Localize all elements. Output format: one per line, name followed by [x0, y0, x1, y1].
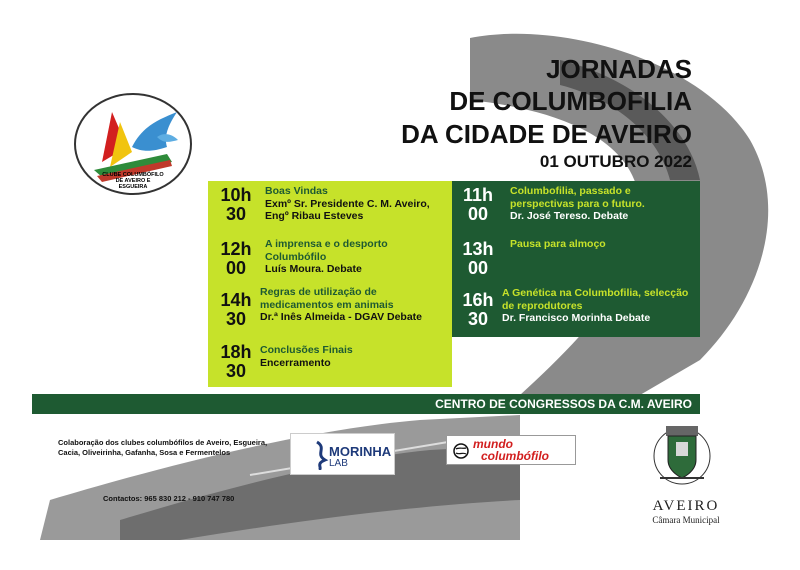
aveiro-name: AVEIRO [652, 498, 720, 514]
title-line-1: JORNADAS [546, 54, 692, 84]
club-logo [72, 92, 194, 196]
morinha-lab: LAB [329, 458, 348, 469]
venue-bar [32, 394, 700, 414]
aveiro-subtitle: Câmara Municipal [652, 515, 720, 525]
time-hour: 18h [220, 342, 252, 362]
session-title: Conclusões Finais [260, 344, 353, 356]
session-speaker: Encerramento [260, 356, 331, 369]
session-speaker: Dr. José Tereso. Debate [510, 210, 629, 222]
club-logo-text: CLUBE COLUMBÓFILO DE AVEIRO E ESGUEIRA [102, 172, 164, 190]
time-hour: 10h [220, 185, 252, 205]
globe-icon [453, 443, 469, 459]
aveiro-crest [648, 420, 716, 488]
schedule-item-2 [452, 181, 700, 235]
session-speaker: Luís Moura. Debate [265, 263, 362, 275]
mundo-columbofilo-logo [446, 435, 576, 465]
morinha-name: MORINHA [329, 444, 392, 459]
schedule-item-7 [208, 337, 452, 387]
session-title: A Genética na Columbofilia, selecção de reprodutores [502, 287, 689, 312]
time-hour: 13h [462, 239, 494, 259]
schedule-item-5 [208, 285, 452, 337]
session-title: A imprensa e o desporto Columbófilo [265, 238, 388, 263]
morinha-lab-logo [290, 433, 395, 475]
time-min: 30 [467, 309, 489, 329]
time-min: 30 [225, 204, 247, 224]
columbofilo-word: columbófilo [481, 449, 549, 463]
time-min: 30 [225, 361, 247, 381]
time-min: 00 [225, 258, 247, 278]
time-hour: 12h [220, 239, 252, 259]
schedule-item-4 [452, 235, 700, 285]
venue-text: CENTRO DE CONGRESSOS DA C.M. AVEIRO [435, 397, 692, 411]
session-title: Pausa para almoço [510, 238, 606, 250]
time-min: 00 [467, 204, 489, 224]
mundo-word: mundo [473, 437, 513, 451]
session-title: Columbofilia, passado e perspectivas para o futuro. [510, 185, 645, 210]
time-hour: 11h [462, 185, 494, 205]
session-speaker: Dr.ª Inês Almeida - DGAV Debate [260, 311, 423, 323]
dna-icon [313, 440, 329, 470]
time-min: 30 [225, 309, 247, 329]
contacts-text: Contactos: 965 830 212 - 910 747 780 [103, 494, 235, 503]
session-speaker: Exmº Sr. Presidente C. M. Aveiro, Engº Ribau Esteves [265, 197, 430, 222]
schedule-item-6 [452, 285, 700, 337]
title-line-2: DE COLUMBOFILIA [449, 86, 692, 116]
schedule-item-1 [208, 181, 452, 235]
session-title: Regras de utilização de medicamentos em animais [260, 286, 394, 311]
title-line-3: DA CIDADE DE AVEIRO [401, 119, 692, 149]
session-title: Boas Vindas [265, 185, 328, 197]
time-hour: 14h [220, 290, 252, 310]
time-min: 00 [467, 258, 489, 278]
session-speaker: Dr. Francisco Morinha Debate [502, 312, 651, 324]
time-hour: 16h [462, 290, 494, 310]
collaboration-text: Colaboração dos clubes columbófilos de Aveiro, Esgueira, Cacia, Oliveirinha, Gafanha, Sosa e Fermentelos [58, 438, 268, 457]
event-date: 01 OUTUBRO 2022 [539, 152, 692, 171]
schedule-item-3 [208, 235, 452, 285]
